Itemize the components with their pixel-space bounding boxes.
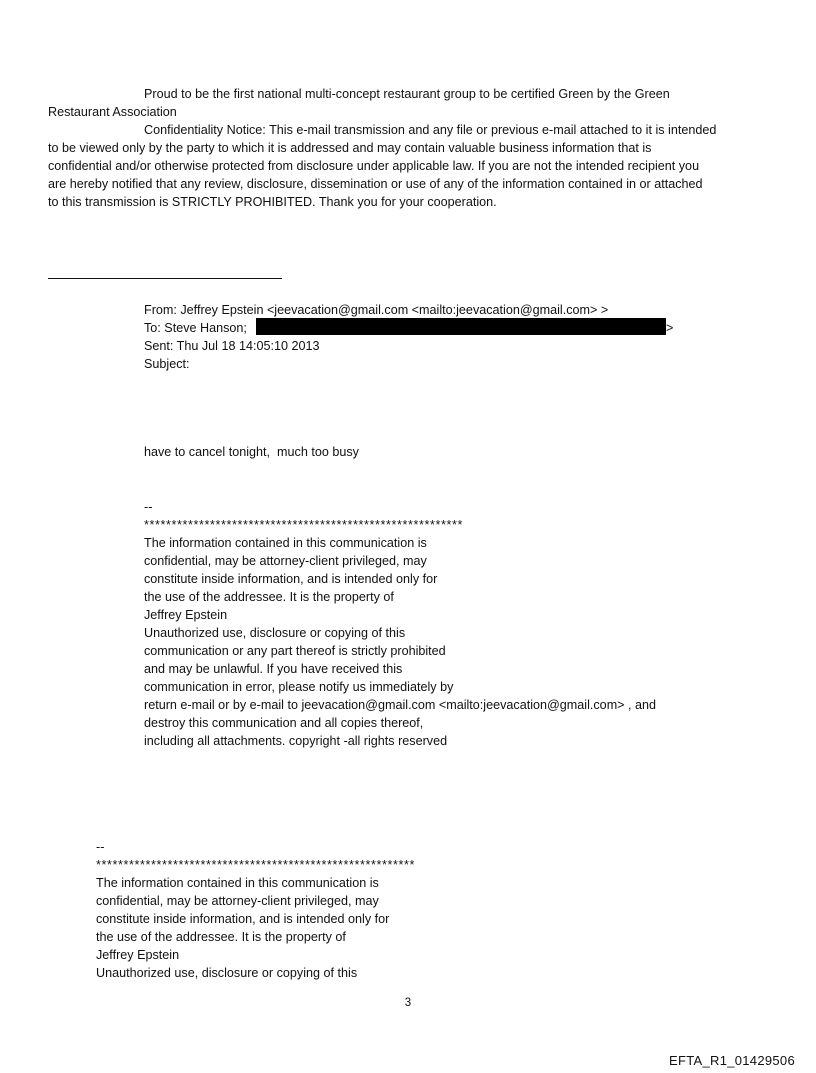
separator-rule <box>48 278 282 279</box>
email-sent: Sent: Thu Jul 18 14:05:10 2013 <box>144 339 320 353</box>
signature-line: communication or any part thereof is strictly prohibited <box>144 644 446 658</box>
email-from: From: Jeffrey Epstein <jeevacation@gmail.com <mailto:jeevacation@gmail.com> > <box>144 303 609 317</box>
signature-line: destroy this communication and all copies thereof, <box>144 716 424 730</box>
confidentiality-notice <box>48 121 768 211</box>
green-line-2: Restaurant Association <box>48 105 177 119</box>
email-to-tail: > <box>666 321 674 335</box>
page-number: 3 <box>404 997 412 1009</box>
signature-line: Jeffrey Epstein <box>144 608 228 622</box>
conf-line: to be viewed only by the party to which it is addressed and may contain valuable business information that is <box>48 141 652 155</box>
green-line-1: Proud to be the first national multi-concept restaurant group to be certified Green by the Green <box>144 87 670 101</box>
email-to-label: To: Steve Hanson; <box>144 321 247 335</box>
signature-stars: ********************************************************** <box>96 858 416 872</box>
signature-line: Unauthorized use, disclosure or copying of this <box>96 966 358 980</box>
conf-line: are hereby notified that any review, disclosure, dissemination or use of any of the information contained in or attached <box>48 177 703 191</box>
signature-line: Unauthorized use, disclosure or copying of this <box>144 626 406 640</box>
conf-line: Confidentiality Notice: This e-mail transmission and any file or previous e-mail attached to it is intended <box>144 123 717 137</box>
email-header <box>144 301 744 373</box>
signature-outer <box>96 838 716 982</box>
signature-line: The information contained in this communication is <box>96 876 379 890</box>
signature-inner <box>144 498 764 750</box>
signature-line: the use of the addressee. It is the property of <box>96 930 346 944</box>
signature-dashes: -- <box>144 500 153 514</box>
redaction-bar <box>256 318 666 335</box>
green-certification-notice <box>48 85 768 121</box>
signature-line: communication in error, please notify us immediately by <box>144 680 454 694</box>
conf-line: confidential and/or otherwise protected from disclosure under applicable law. If you are not the intended recipient you <box>48 159 700 173</box>
signature-line: constitute inside information, and is intended only for <box>144 572 438 586</box>
signature-dashes: -- <box>96 840 105 854</box>
signature-line: return e-mail or by e-mail to jeevacation@gmail.com <mailto:jeevacation@gmail.com> , and <box>144 698 657 712</box>
signature-line: confidential, may be attorney-client privileged, may <box>144 554 427 568</box>
signature-line: and may be unlawful. If you have received this <box>144 662 403 676</box>
signature-line: the use of the addressee. It is the property of <box>144 590 394 604</box>
conf-line: to this transmission is STRICTLY PROHIBITED. Thank you for your cooperation. <box>48 195 497 209</box>
signature-line: confidential, may be attorney-client privileged, may <box>96 894 379 908</box>
signature-line: including all attachments. copyright -all rights reserved <box>144 734 448 748</box>
signature-line: constitute inside information, and is intended only for <box>96 912 390 926</box>
email-body-text: have to cancel tonight, much too busy <box>144 445 359 459</box>
signature-line: Jeffrey Epstein <box>96 948 180 962</box>
email-body <box>144 443 744 461</box>
bates-number: EFTA_R1_01429506 <box>669 1053 795 1068</box>
signature-line: The information contained in this communication is <box>144 536 427 550</box>
signature-stars: ********************************************************** <box>144 518 464 532</box>
email-subject: Subject: <box>144 357 190 371</box>
